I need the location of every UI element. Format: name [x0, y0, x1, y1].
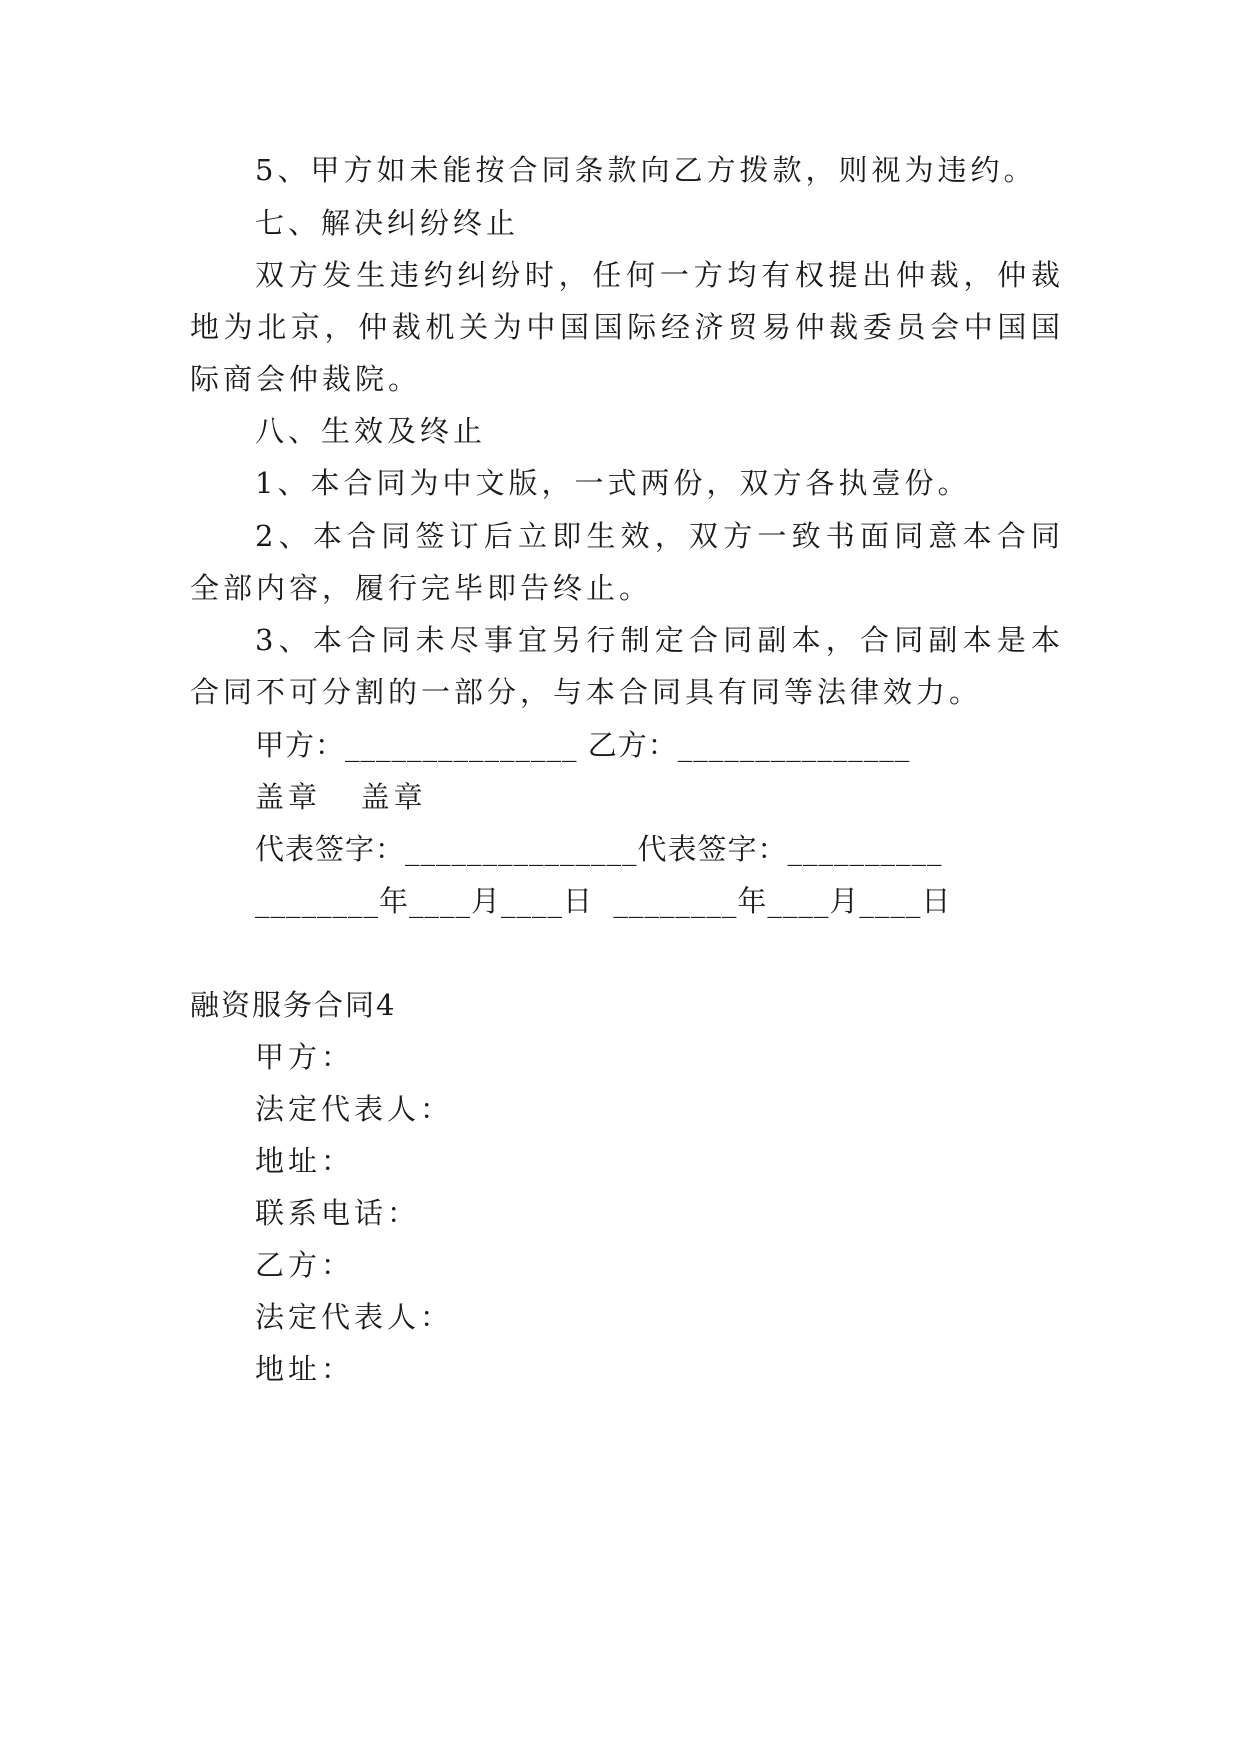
paragraph-breach-clause: 5、甲方如未能按合同条款向乙方拨款，则视为违约。 [255, 153, 1037, 187]
paragraph-effect-item3-line1: 3、本合同未尽事宜另行制定合同副本，合同副本是本 [255, 623, 1060, 657]
section-heading-effect: 八、生效及终止 [255, 414, 487, 448]
signature-rep-line: 代表签字：_______________代表签字：__________ [255, 832, 943, 866]
section-heading-dispute: 七、解决纠纷终止 [255, 206, 520, 240]
signature-date-line: ________年____月____日 ________年____月____日 [255, 884, 952, 918]
contract4-party-a-addr: 地址： [255, 1144, 355, 1178]
paragraph-effect-item2-line1: 2、本合同签订后立即生效，双方一致书面同意本合同 [255, 519, 1060, 553]
contract4-party-b-addr: 地址： [255, 1352, 355, 1386]
contract4-party-a-phone: 联系电话： [255, 1196, 421, 1230]
paragraph-arbitration-line1: 双方发生违约纠纷时，任何一方均有权提出仲裁，仲裁 [255, 258, 1060, 292]
paragraph-effect-item3-line2: 合同不可分割的一部分，与本合同具有同等法律效力。 [190, 675, 983, 709]
paragraph-arbitration-line3: 际商会仲裁院。 [190, 362, 422, 396]
signature-parties-line: 甲方：_______________ 乙方：_______________ [255, 728, 911, 762]
signature-seal-line: 盖章 盖章 [255, 780, 427, 814]
contract4-party-a-rep: 法定代表人： [255, 1092, 454, 1126]
contract4-party-b-rep: 法定代表人： [255, 1300, 454, 1334]
contract4-title: 融资服务合同4 [190, 988, 397, 1022]
contract4-party-b: 乙方： [255, 1248, 355, 1282]
paragraph-arbitration-line2: 地为北京，仲裁机关为中国国际经济贸易仲裁委员会中国国 [190, 310, 1060, 344]
contract4-party-a: 甲方： [255, 1040, 355, 1074]
paragraph-effect-item1: 1、本合同为中文版，一式两份，双方各执壹份。 [255, 466, 971, 500]
paragraph-effect-item2-line2: 全部内容，履行完毕即告终止。 [190, 571, 653, 605]
